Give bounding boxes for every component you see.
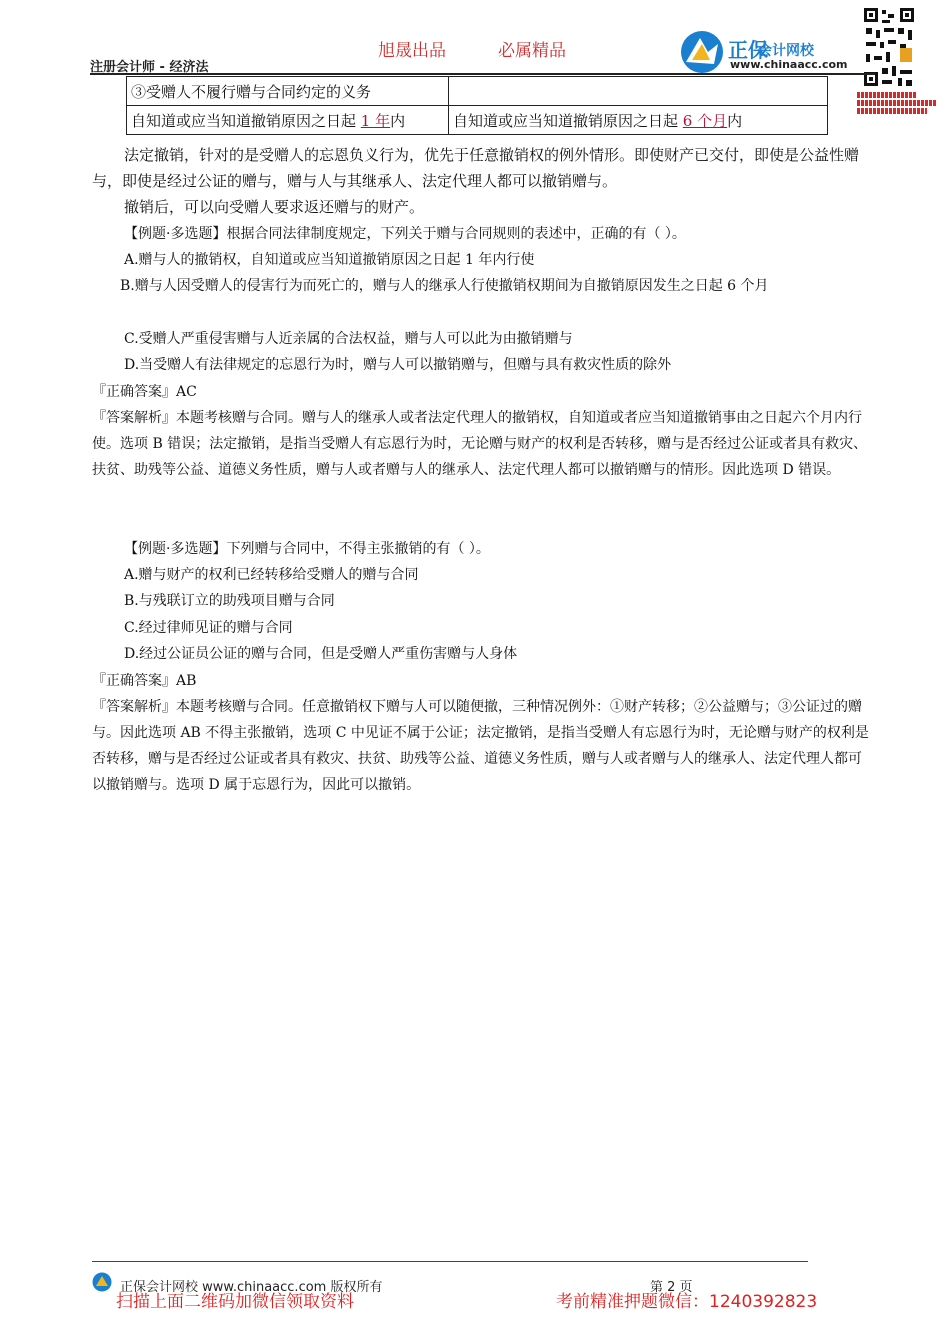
page-number: 第 2 页	[650, 1280, 693, 1295]
revocation-period-1y: 1 年	[360, 111, 391, 130]
footer-divider	[92, 1261, 808, 1262]
footer-logo-icon	[92, 1272, 112, 1292]
table-cell	[127, 106, 449, 135]
cell-text: 自知道或应当知道撤销原因之日起	[453, 111, 683, 130]
paragraph: 法定撤销，针对的是受赠人的忘恩负义行为，优先于任意撤销权的例外情形。即使财产已交付，即使是公益性赠与，即使是经过公证的赠与，赠与人与其继承人、法定代理人都可以撤销赠与。	[92, 146, 860, 190]
option-d: D.当受赠人有法律规定的忘恩行为时，赠与人可以撤销赠与，但赠与具有救灾性质的除外	[124, 357, 672, 373]
qr-code-icon	[862, 6, 916, 90]
cell-text: 内	[390, 111, 406, 130]
correct-answer: 『正确答案』AB	[92, 673, 197, 689]
header-divider	[90, 73, 875, 75]
slogan-left: 旭晟出品	[378, 41, 446, 61]
answer-analysis: 『答案解析』本题考核赠与合同。赠与人的继承人或者法定代理人的撤销权，自知道或者应当知道撤销事由之日起六个月内行使。选项 B 错误；法定撤销，是指当受赠人有忘恩行为时，无论赠与财产的权利是否转移，赠与是否经过公证或者具有救灾、扶贫、助残等公益、道德义务性质，赠与人或者赠与人的继承人、法定代理人都可以撤销赠与的情形。因此选项 D 错误。	[92, 410, 868, 478]
brand-url[interactable]: www.chinaacc.com	[730, 58, 848, 71]
option-c: C.受赠人严重侵害赠与人近亲属的合法权益，赠与人可以此为由撤销赠与	[124, 331, 573, 347]
correct-answer: 『正确答案』AC	[92, 384, 197, 400]
question-stem: 【例题·多选题】根据合同法律制度规定，下列关于赠与合同规则的表述中，正确的有（ ）。	[124, 226, 686, 242]
brand-name: 正保	[728, 38, 768, 62]
slogan-right: 必属精品	[498, 41, 566, 61]
revocation-table	[126, 76, 828, 135]
option-d: D.经过公证员公证的赠与合同，但是受赠人严重伤害赠与人身体	[124, 646, 518, 662]
course-title: 注册会计师 - 经济法	[90, 60, 209, 75]
table-cell: ③受赠人不履行赠与合同约定的义务	[127, 77, 449, 106]
option-a: A.赠与人的撤销权，自知道或应当知道撤销原因之日起 1 年内行使	[124, 252, 535, 268]
option-b: B.与残联订立的助残项目赠与合同	[124, 593, 335, 609]
brand-subtitle: 会计网校	[758, 43, 814, 59]
table-cell	[449, 106, 828, 135]
paragraph: 撤销后，可以向受赠人要求返还赠与的财产。	[124, 198, 425, 216]
answer-analysis: 『答案解析』本题考核赠与合同。任意撤销权下赠与人可以随便撤，三种情况例外：①财产转移；②公益赠与；③公证过的赠与。因此选项 AB 不得主张撤销，选项 C 中见证不属于公证；法定撤销，是指当受赠人有忘恩行为时，无论赠与财产的权利是否转移，赠与是否经过公证或者具有救灾、扶贫、助残等公益、道德义务性质，赠与人或者赠与人的继承人、法定代理人都可以撤销赠与。选项 D 属于忘恩行为，因此可以撤销。	[92, 699, 869, 793]
table-row	[127, 106, 828, 135]
option-a: A.赠与财产的权利已经转移给受赠人的赠与合同	[124, 567, 419, 583]
cell-text: 自知道或应当知道撤销原因之日起	[131, 111, 361, 130]
revocation-period-6m: 6 个月	[682, 111, 728, 130]
table-cell	[449, 77, 828, 106]
bottom-promo-right: 考前精准押题微信：1240392823	[556, 1292, 818, 1312]
bottom-promo-left: 扫描上面二维码加微信领取资料	[116, 1292, 354, 1312]
table-row	[127, 77, 828, 106]
cell-text: 内	[727, 111, 743, 130]
footer-copyright: 正保会计网校 www.chinaacc.com 版权所有	[120, 1280, 383, 1295]
question-stem: 【例题·多选题】下列赠与合同中，不得主张撤销的有（ ）。	[124, 541, 490, 557]
option-c: C.经过律师见证的赠与合同	[124, 620, 293, 636]
option-b: B.赠与人因受赠人的侵害行为而死亡的，赠与人的继承人行使撤销权期间为自撤销原因发生之日起 6 个月	[120, 278, 769, 294]
qr-caption	[857, 92, 947, 114]
